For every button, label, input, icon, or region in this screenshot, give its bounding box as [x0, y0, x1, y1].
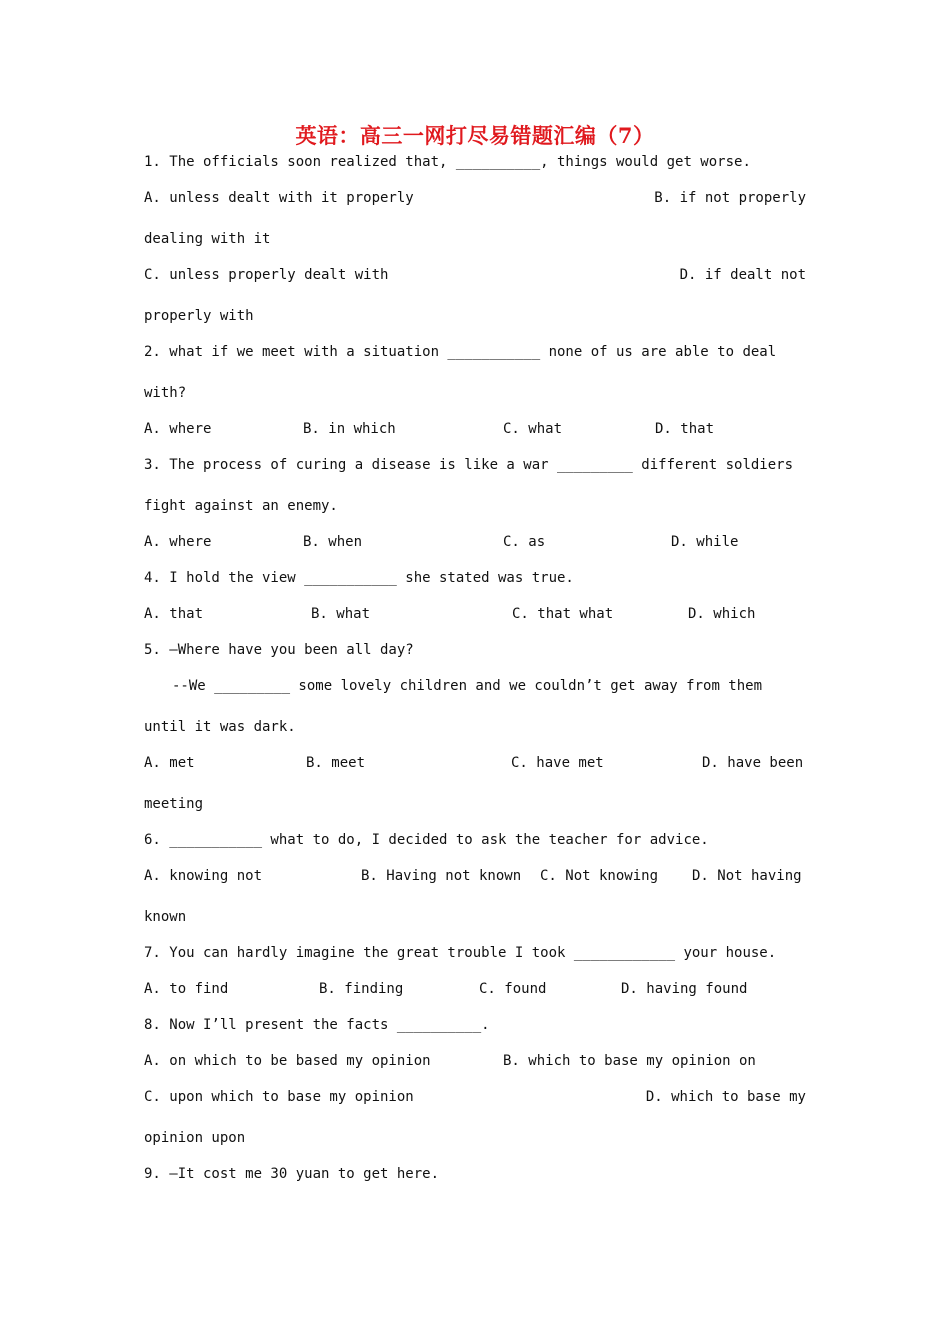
option-4d: D. which	[688, 606, 756, 622]
option-1b-continued: dealing with it	[144, 231, 271, 247]
question-5-stem-line-1: 5. –Where have you been all day?	[144, 642, 414, 658]
option-1a: A. unless dealt with it properly	[144, 190, 414, 206]
question-5-stem-line-2: --We _________ some lovely children and we couldn’t get away from them	[172, 678, 763, 694]
option-4a: A. that	[144, 606, 204, 622]
page-title: 英语：高三一网打尽易错题汇编（7）	[295, 123, 655, 148]
question-1-options-row-2	[144, 265, 806, 285]
question-7-stem: 7. You can hardly imagine the great trouble I took ____________ your house.	[144, 945, 777, 961]
option-3a: A. where	[144, 534, 212, 550]
question-8-options-row-2	[144, 1087, 806, 1107]
option-8d-continued: opinion upon	[144, 1130, 246, 1146]
question-1-options-row-1	[144, 188, 806, 208]
question-8-stem: 8. Now I’ll present the facts __________.	[144, 1017, 490, 1033]
option-1c: C. unless properly dealt with	[144, 267, 389, 283]
option-5b: B. meet	[306, 755, 366, 771]
option-5d: D. have been	[702, 755, 804, 771]
option-4b: B. what	[311, 606, 371, 622]
option-8a: A. on which to be based my opinion	[144, 1053, 431, 1069]
option-1d: D. if dealt not	[679, 267, 806, 283]
option-7b: B. finding	[319, 981, 404, 997]
option-5a: A. met	[144, 755, 195, 771]
option-2b: B. in which	[303, 421, 396, 437]
option-6a: A. knowing not	[144, 868, 263, 884]
option-7a: A. to find	[144, 981, 229, 997]
question-4-stem: 4. I hold the view ___________ she stated was true.	[144, 570, 574, 586]
option-2c: C. what	[503, 421, 563, 437]
question-2-stem-line-1: 2. what if we meet with a situation ___________ none of us are able to deal	[144, 344, 777, 360]
question-2-stem	[144, 342, 806, 362]
option-4c: C. that what	[512, 606, 614, 622]
option-8d: D. which to base my	[645, 1089, 806, 1105]
option-7d: D. having found	[621, 981, 748, 997]
option-7c: C. found	[479, 981, 547, 997]
option-6c: C. Not knowing	[540, 868, 659, 884]
question-9-stem: 9. –It cost me 30 yuan to get here.	[144, 1166, 440, 1182]
question-6-stem: 6. ___________ what to do, I decided to ask the teacher for advice.	[144, 832, 709, 848]
option-8b: B. which to base my opinion on	[503, 1053, 756, 1069]
option-3c: C. as	[503, 534, 546, 550]
option-5c: C. have met	[511, 755, 604, 771]
option-6d-continued: known	[144, 909, 187, 925]
question-5-stem-line-3: until it was dark.	[144, 719, 296, 735]
option-1b: B. if not properly	[654, 190, 806, 206]
option-3b: B. when	[303, 534, 363, 550]
option-2a: A. where	[144, 421, 212, 437]
question-3-stem-line-2: fight against an enemy.	[144, 498, 338, 514]
option-2d: D. that	[655, 421, 715, 437]
option-6b: B. Having not known	[361, 868, 522, 884]
option-1d-continued: properly with	[144, 308, 254, 324]
question-3-stem-line-1: 3. The process of curing a disease is like a war _________ different soldiers	[144, 457, 794, 473]
question-2-stem-line-2: with?	[144, 385, 187, 401]
option-3d: D. while	[671, 534, 739, 550]
question-1-stem: 1. The officials soon realized that, __________, things would get worse.	[144, 154, 751, 170]
option-8c: C. upon which to base my opinion	[144, 1089, 414, 1105]
option-5d-continued: meeting	[144, 796, 204, 812]
option-6d: D. Not having	[692, 868, 802, 884]
